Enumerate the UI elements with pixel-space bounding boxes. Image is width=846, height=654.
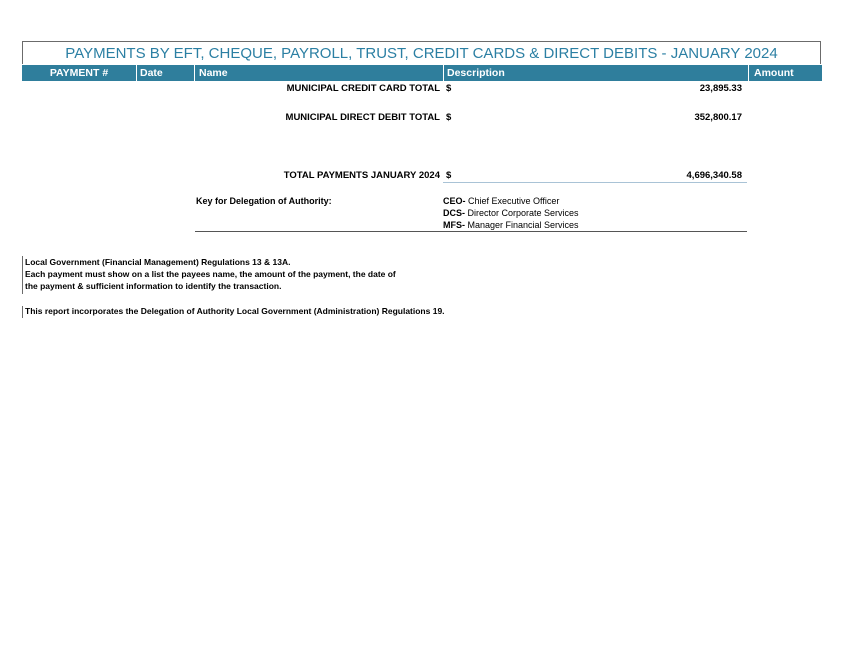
grand-total-amount: 4,696,340.58	[686, 170, 742, 181]
regulation-note-line-2: Each payment must show on a list the payees name, the amount of the payment, the date of	[25, 269, 396, 279]
delegation-key-ceo	[443, 196, 559, 206]
delegation-key-ceo-text: Chief Executive Officer	[465, 196, 560, 206]
column-header-description: Description	[443, 65, 748, 81]
grand-total-label: TOTAL PAYMENTS JANUARY 2024	[283, 170, 440, 181]
table-header	[22, 65, 822, 81]
notes-border-2	[22, 306, 23, 318]
delegation-key-ceo-code: CEO-	[443, 196, 466, 206]
credit-card-total-currency: $	[446, 83, 452, 94]
regulation-note-line-3: the payment & sufficient information to identify the transaction.	[25, 281, 282, 291]
regulation-note-line-4: This report incorporates the Delegation of Authority Local Government (Administration) Regulations 19.	[25, 306, 445, 316]
notes-border	[22, 256, 23, 294]
column-header-amount: Amount	[748, 65, 822, 81]
regulation-note-line-1: Local Government (Financial Management) Regulations 13 & 13A.	[25, 257, 291, 267]
grand-total-underline	[443, 182, 747, 183]
delegation-key-title: Key for Delegation of Authority:	[196, 196, 332, 206]
direct-debit-total-amount: 352,800.17	[694, 112, 742, 123]
direct-debit-total-label: MUNICIPAL DIRECT DEBIT TOTAL	[285, 112, 440, 123]
credit-card-total-label: MUNICIPAL CREDIT CARD TOTAL	[286, 83, 440, 94]
delegation-key-dcs	[443, 208, 579, 218]
report-title: PAYMENTS BY EFT, CHEQUE, PAYROLL, TRUST, CREDIT CARDS & DIRECT DEBITS - JANUARY 2024	[22, 41, 821, 64]
delegation-key-dcs-code: DCS-	[443, 208, 465, 218]
delegation-key-dcs-text: Director Corporate Services	[465, 208, 579, 218]
column-header-date: Date	[136, 65, 194, 81]
delegation-key-mfs-code: MFS-	[443, 220, 465, 230]
grand-total-currency: $	[446, 170, 452, 181]
delegation-key-mfs	[443, 220, 579, 230]
column-header-name: Name	[194, 65, 443, 81]
credit-card-total-amount: 23,895.33	[699, 83, 742, 94]
column-header-payment: PAYMENT #	[49, 67, 109, 79]
key-bottom-divider	[195, 231, 747, 232]
delegation-key-mfs-text: Manager Financial Services	[465, 220, 579, 230]
direct-debit-total-currency: $	[446, 112, 452, 123]
